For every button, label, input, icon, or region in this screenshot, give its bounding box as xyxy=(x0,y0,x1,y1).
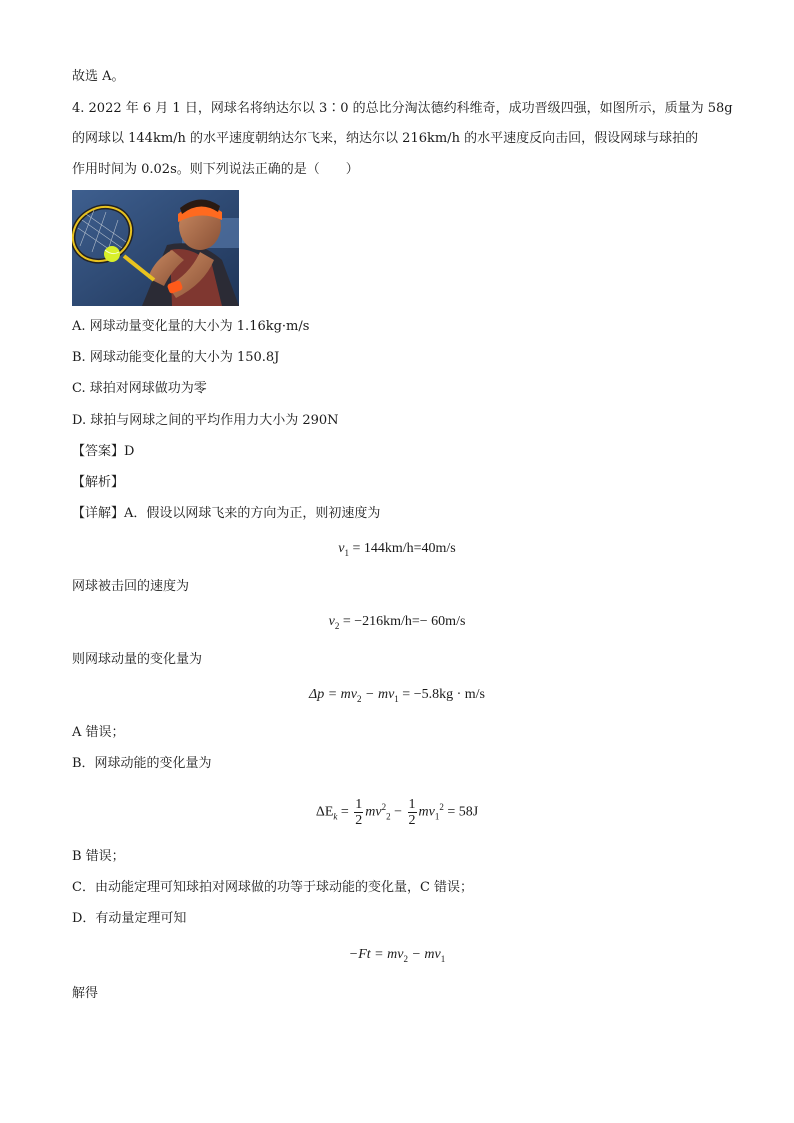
option-b: B. 网球动能变化量的大小为 150.8J xyxy=(72,350,280,365)
text-rebound-velocity: 网球被击回的速度为 xyxy=(72,579,190,594)
option-c: C. 球拍对网球做功为零 xyxy=(72,381,207,396)
equation-initial-velocity: $v_1 = 144km/h=40m/s$ xyxy=(338,541,456,558)
b-wrong: B 错误； xyxy=(72,849,125,864)
question-line-1: 4. 2022 年 6 月 1 日，网球名将纳达尔以 3∶0 的总比分淘汰德约科维奇，成功晋级四强，如图所示，质量为 58g xyxy=(72,101,733,116)
b-intro: B．网球动能的变化量为 xyxy=(72,756,212,771)
question-line-3: 作用时间为 0.02s。则下列说法正确的是（ ） xyxy=(72,162,359,177)
equation-impulse: $-Ft = mv_2 - mv_1$ xyxy=(348,947,446,964)
detail-intro: 【详解】A．假设以网球飞来的方向为正，则初速度为 xyxy=(72,506,381,521)
equation-momentum-change: $\Delta p = mv_2 - mv_1 = -5.8kg \cdot m/s$ xyxy=(309,687,485,704)
tennis-player-photo xyxy=(72,190,239,306)
tennis-player-image xyxy=(72,190,239,306)
option-d: D. 球拍与网球之间的平均作用力大小为 290N xyxy=(72,413,339,428)
fraction-half-1: $\frac{1}{2}$ xyxy=(355,796,363,828)
a-wrong: A 错误； xyxy=(72,725,125,740)
solve-text: 解得 xyxy=(72,986,99,1001)
text-momentum-change: 则网球动量的变化量为 xyxy=(72,652,203,667)
question-line-2: 的网球以 144km/h 的水平速度朝纳达尔飞来，纳达尔以 216km/h 的水平速度反向击回，假设网球与球拍的 xyxy=(72,131,699,146)
equation-final-velocity: $v_2 = -216km/h=- 60m/s$ xyxy=(328,614,466,631)
c-text: C．由动能定理可知球拍对网球做的功等于球动能的变化量，C 错误； xyxy=(72,880,474,895)
analysis-tag: 【解析】 xyxy=(72,475,125,490)
option-a: A. 网球动量变化量的大小为 1.16kg·m/s xyxy=(72,319,310,334)
prev-answer: 故选 A。 xyxy=(72,69,125,84)
equation-kinetic-energy: $\Delta E_k$ = $\frac{1}{2}$ $mv^2_2$ − $\frac{1}{2}$ $mv_1^2 = 58J$ xyxy=(315,796,479,828)
answer-tag: 【答案】D xyxy=(72,444,135,459)
fraction-half-2: $\frac{1}{2}$ xyxy=(408,796,416,828)
d-text: D．有动量定理可知 xyxy=(72,911,187,926)
